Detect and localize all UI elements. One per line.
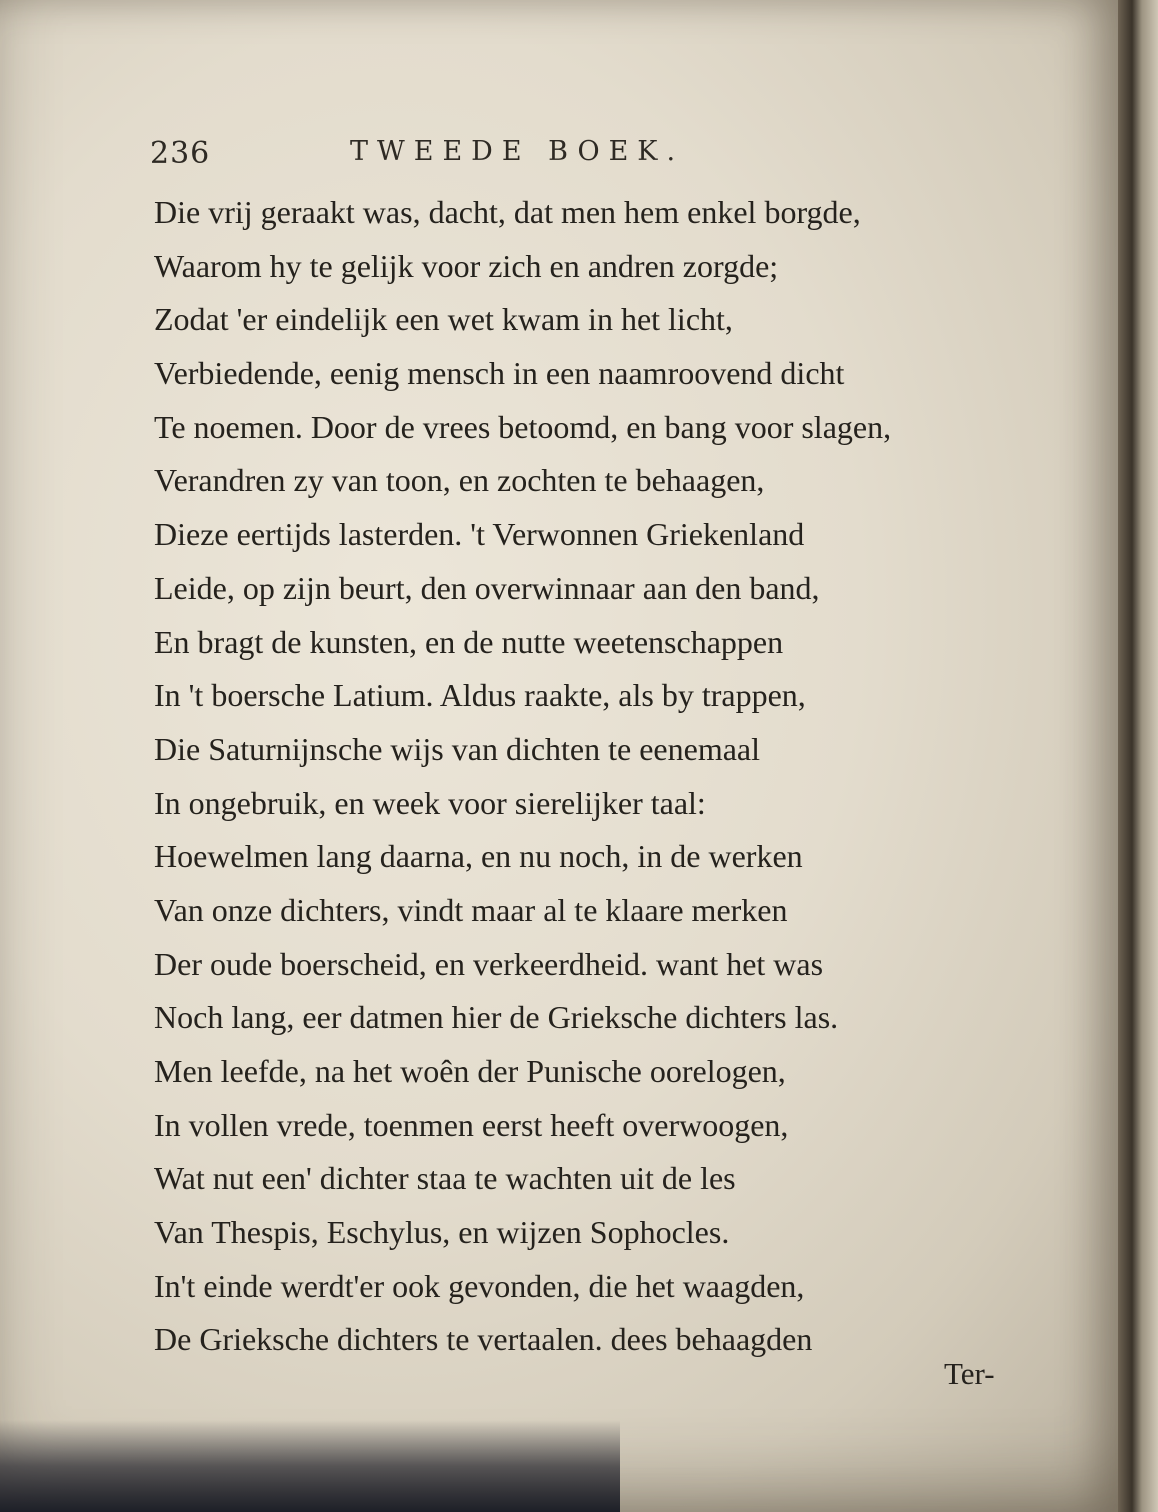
verse-line: Der oude boerscheid, en verkeerdheid. want het was [154, 945, 824, 982]
verse-text [154, 186, 1034, 1367]
verse-line: Van Thespis, Eschylus, en wijzen Sophocles. [154, 1214, 730, 1251]
verse-line: In vollen vrede, toenmen eerst heeft overwoogen, [154, 1106, 789, 1143]
verse-line: Verbiedende, eenig mensch in een naamroovend dicht [154, 355, 845, 392]
verse-line: Te noemen. Door de vrees betoomd, en bang voor slagen, [154, 408, 892, 445]
verse-line: In't einde werdt'er ook gevonden, die het waagden, [154, 1267, 805, 1304]
verse-line: De Grieksche dichters te vertaalen. dees behaagden [154, 1321, 813, 1358]
page-header [150, 128, 850, 178]
verse-line: Wat nut een' dichter staa te wachten uit de les [154, 1160, 736, 1197]
verse-line: En bragt de kunsten, en de nutte weetenschappen [154, 623, 784, 660]
verse-line: In 't boersche Latium. Aldus raakte, als by trappen, [154, 677, 806, 714]
verse-line: In ongebruik, en week voor sierelijker taal: [154, 784, 706, 821]
verse-line: Waarom hy te gelijk voor zich en andren zorgde; [154, 247, 779, 284]
verse-line: Hoewelmen lang daarna, en nu noch, in de werken [154, 838, 803, 875]
catchword: Ter- [944, 1356, 995, 1391]
page-number: 236 [150, 136, 211, 171]
book-gutter [1118, 0, 1158, 1512]
verse-line: Noch lang, eer datmen hier de Grieksche dichters las. [154, 999, 839, 1036]
verse-line: Die vrij geraakt was, dacht, dat men hem enkel borgde, [154, 194, 861, 230]
running-head: TWEEDE BOEK. [350, 136, 685, 167]
verse-line: Van onze dichters, vindt maar al te klaare merken [154, 891, 788, 928]
verse-line: Die Saturnijnsche wijs van dichten te eenemaal [154, 730, 761, 767]
verse-line: Zodat 'er eindelijk een wet kwam in het licht, [154, 301, 733, 338]
verse-line: Dieze eertijds lasterden. 't Verwonnen Griekenland [154, 516, 805, 553]
bottom-shadow [0, 1420, 620, 1512]
verse-line: Leide, op zijn beurt, den overwinnaar aan den band, [154, 569, 820, 606]
verse-line: Men leefde, na het woên der Punische oorelogen, [154, 1053, 786, 1089]
verse-line: Verandren zy van toon, en zochten te behaagen, [154, 462, 765, 499]
